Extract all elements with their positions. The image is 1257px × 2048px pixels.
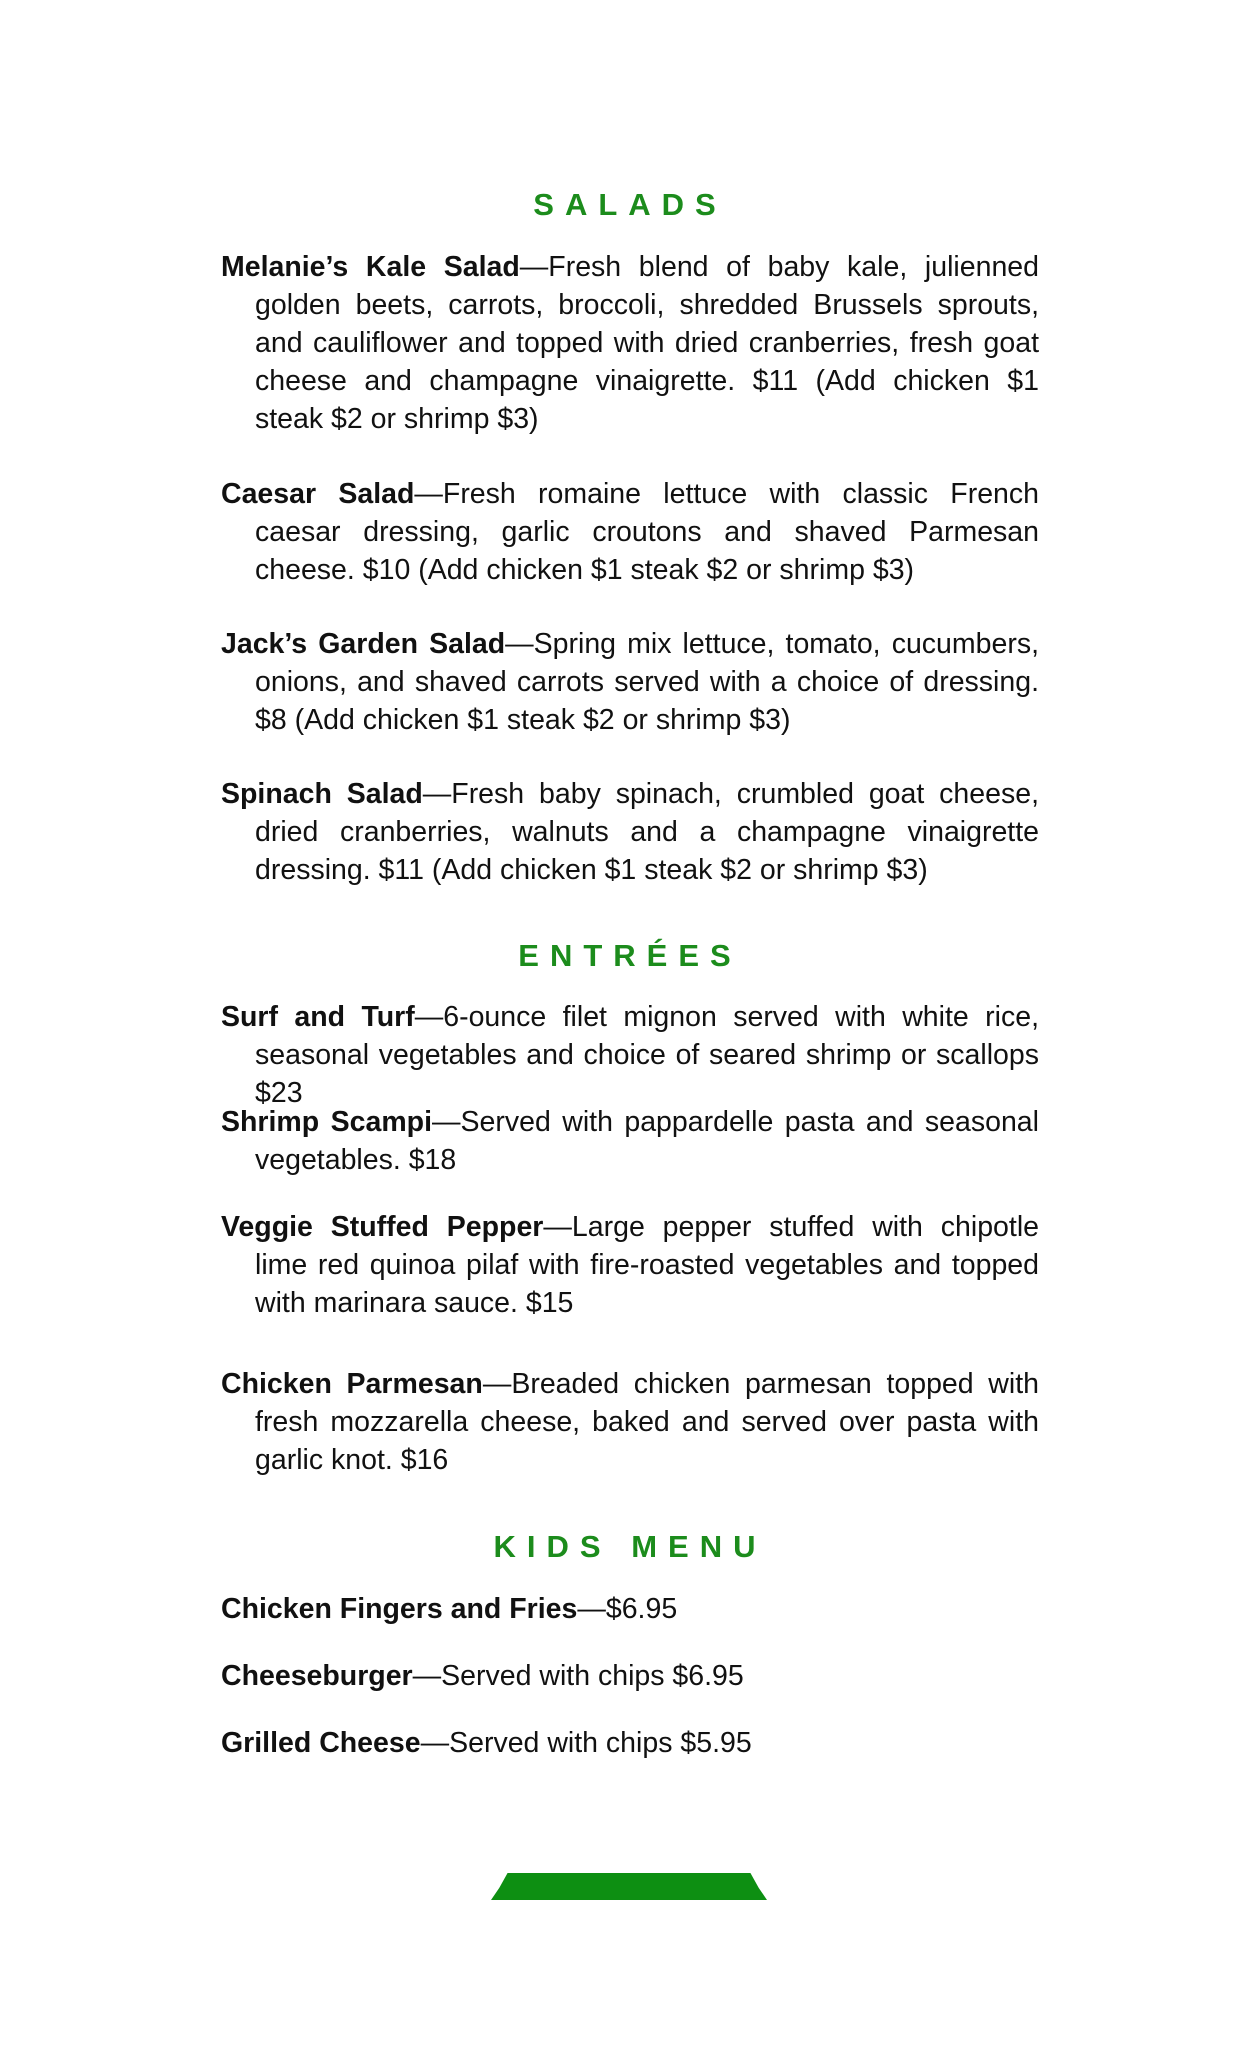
item-description: —Served with pappardelle pasta and seasonal vegetables. $18 <box>255 1106 1039 1176</box>
item-name: Chicken Parmesan <box>221 1368 483 1400</box>
item-name: Surf and Turf <box>221 1001 415 1033</box>
menu-item-caesar-salad <box>221 475 1039 589</box>
menu-item-cheeseburger <box>221 1657 1039 1695</box>
item-description: —Breaded chicken parmesan topped with fresh mozzarella cheese, baked and served over pasta with garlic knot. $16 <box>255 1368 1039 1476</box>
item-description: —$6.95 <box>577 1593 678 1625</box>
item-description: —Large pepper stuffed with chipotle lime red quinoa pilaf with fire-roasted vegetables and topped with marinara sauce. $15 <box>255 1211 1040 1319</box>
item-description: —Served with chips $6.95 <box>412 1660 744 1692</box>
kids-menu-heading: KIDS MENU <box>493 1529 767 1564</box>
item-name: Veggie Stuffed Pepper <box>221 1211 544 1243</box>
menu-item-spinach-salad <box>221 775 1039 889</box>
footer-badge <box>491 1873 767 1900</box>
entrees-heading: ENTRÉES <box>518 938 742 973</box>
item-description: —Fresh romaine lettuce with classic French caesar dressing, garlic croutons and shaved Parmesan cheese. $10 (Add chicken $1 steak $2 or shrimp $3) <box>255 478 1040 586</box>
menu-item-surf-and-turf <box>221 998 1039 1112</box>
menu-item-garden-salad <box>221 625 1039 739</box>
item-description: —Fresh baby spinach, crumbled goat cheese, dried cranberries, walnuts and a champagne vinaigrette dressing. $11 (Add chicken $1 steak $2 or shrimp $3) <box>255 778 1039 886</box>
menu-item-chicken-parmesan <box>221 1365 1039 1479</box>
item-name: Jack’s Garden Salad <box>221 628 506 660</box>
menu-item-kale-salad <box>221 248 1039 438</box>
item-name: Shrimp Scampi <box>221 1106 432 1138</box>
item-description: —Served with chips $5.95 <box>420 1727 752 1759</box>
item-name: Grilled Cheese <box>221 1727 421 1759</box>
menu-item-shrimp-scampi <box>221 1103 1039 1179</box>
item-description: —Spring mix lettuce, tomato, cucumbers, onions, and shaved carrots served with a choice of dressing. $8 (Add chicken $1 steak $2 or shrimp $3) <box>255 628 1039 736</box>
item-name: Chicken Fingers and Fries <box>221 1593 578 1625</box>
salads-heading: SALADS <box>533 187 727 222</box>
item-description: —Fresh blend of baby kale, julienned golden beets, carrots, broccoli, shredded Brussels sprouts, and cauliflower and topped with dried cranberries, fresh goat cheese and champagne vinaigrette. $11 (Add chicken $1 steak $2 or shrimp $3) <box>255 251 1039 435</box>
item-description: —6-ounce filet mignon served with white rice, seasonal vegetables and choice of seared shrimp or scallops $23 <box>255 1001 1039 1109</box>
menu-item-grilled-cheese <box>221 1724 1039 1762</box>
menu-item-chicken-fingers <box>221 1590 1039 1628</box>
menu-item-veggie-stuffed-pepper <box>221 1208 1039 1322</box>
item-name: Spinach Salad <box>221 778 423 810</box>
item-name: Caesar Salad <box>221 478 415 510</box>
item-name: Melanie’s Kale Salad <box>221 251 520 283</box>
item-name: Cheeseburger <box>221 1660 413 1692</box>
